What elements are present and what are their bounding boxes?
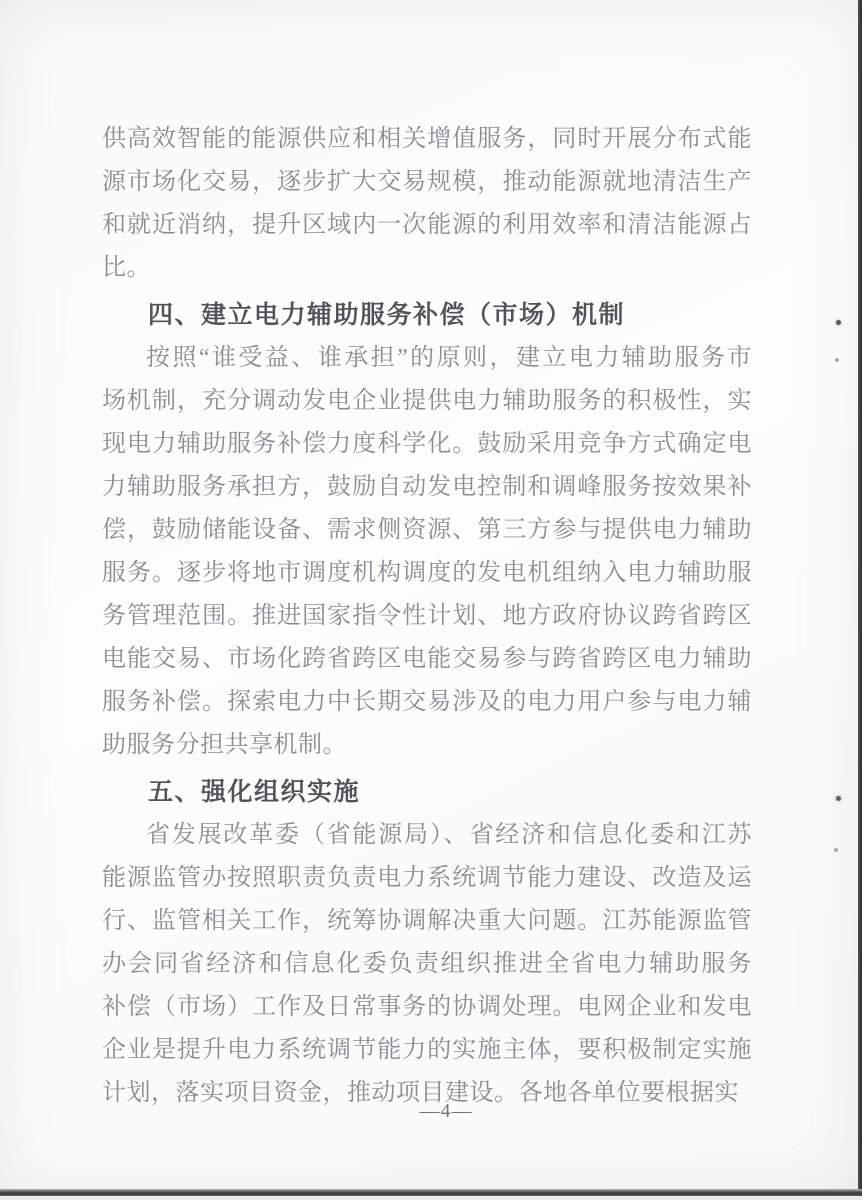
text-line: 助服务分担共享机制。 [102, 732, 347, 758]
document-body [102, 118, 752, 1115]
text-line: 补偿（市场）工作及日常事务的协调处理。电网企业和发电 [102, 994, 752, 1020]
text-line: 按照“谁受益、谁承担”的原则，建立电力辅助服务市 [146, 345, 752, 371]
text-line: 比。 [102, 255, 151, 281]
scan-speck [836, 796, 841, 801]
scan-edge-bottom [0, 1189, 862, 1196]
scan-speck [834, 848, 838, 852]
text-line: 行、监管相关工作，统筹协调解决重大问题。江苏能源监管 [102, 908, 752, 934]
text-line: 现电力辅助服务补偿力度科学化。鼓励采用竞争方式确定电 [102, 431, 752, 457]
text-line: 电能交易、市场化跨省跨区电能交易参与跨省跨区电力辅助 [102, 646, 752, 672]
text-line: 省发展改革委（省能源局）、省经济和信息化委和江苏 [146, 822, 752, 848]
section-heading: 四、建立电力辅助服务补偿（市场）机制 [148, 301, 626, 329]
text-line: 供高效智能的能源供应和相关增值服务，同时开展分布式能 [102, 126, 752, 152]
scan-speck [836, 320, 841, 325]
text-line: 务管理范围。推进国家指令性计划、地方政府协议跨省跨区 [102, 603, 752, 629]
text-line: 偿，鼓励储能设备、需求侧资源、第三方参与提供电力辅助 [102, 517, 752, 543]
text-line: 办会同省经济和信息化委负责组织推进全省电力辅助服务 [102, 951, 752, 977]
text-line: 计划，落实项目资金，推动项目建设。各地各单位要根据实 [102, 1080, 739, 1106]
scan-speck [835, 358, 839, 362]
text-line: 服务补偿。探索电力中长期交易涉及的电力用户参与电力辅 [102, 689, 752, 715]
scan-edge-bottom-highlight [0, 1196, 862, 1200]
text-line: 源市场化交易，逐步扩大交易规模，推动能源就地清洁生产 [102, 169, 752, 195]
page-number: —4— [419, 1100, 473, 1122]
text-line: 能源监管办按照职责负责电力系统调节能力建设、改造及运 [102, 865, 752, 891]
section-heading: 五、强化组织实施 [148, 778, 361, 806]
scan-edge-right [858, 0, 862, 1192]
text-line: 服务。逐步将地市调度机构调度的发电机组纳入电力辅助服 [102, 560, 752, 586]
text-line: 力辅助服务承担方，鼓励自动发电控制和调峰服务按效果补 [102, 474, 752, 500]
text-line: 场机制，充分调动发电企业提供电力辅助服务的积极性，实 [102, 388, 752, 414]
text-line: 和就近消纳，提升区域内一次能源的利用效率和清洁能源占 [102, 212, 752, 238]
text-line: 企业是提升电力系统调节能力的实施主体，要积极制定实施 [102, 1037, 752, 1063]
